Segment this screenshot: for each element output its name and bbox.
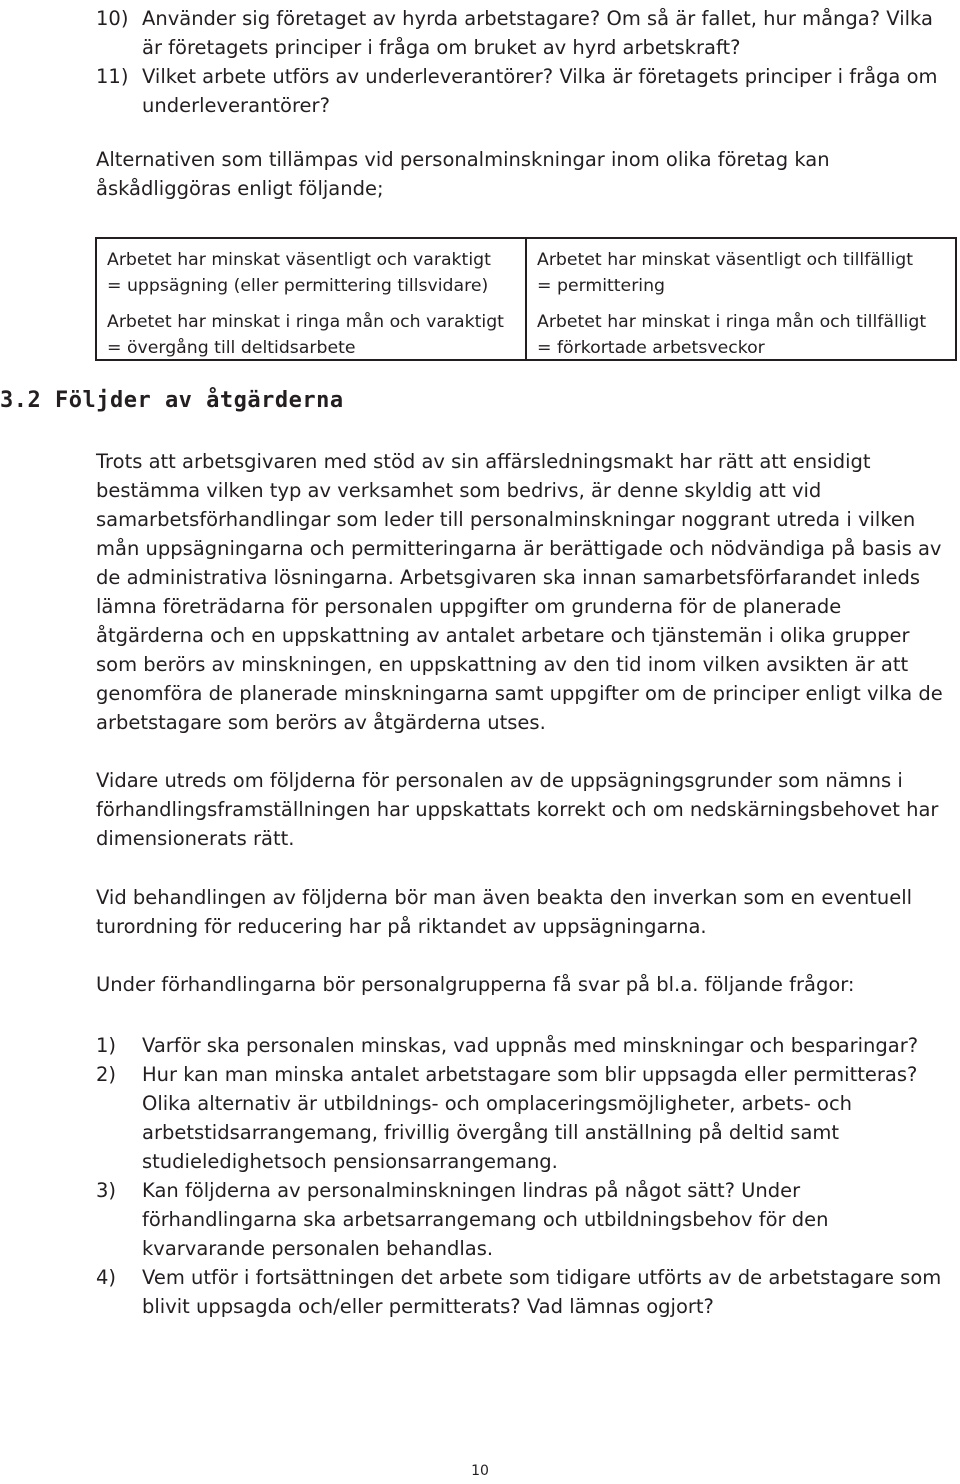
- list-item: [96, 1176, 946, 1263]
- matrix-cell-result: = övergång till deltidsarbete: [107, 338, 356, 358]
- matrix-cell-condition: Arbetet har minskat i ringa mån och varaktigt: [107, 312, 504, 332]
- matrix-cell: [107, 309, 525, 361]
- list-item-text: Vem utför i fortsättningen det arbete som tidigare utförts av de arbetstagare som blivit uppsagda och/eller permitterats? Vad lämnas ogjort?: [142, 1266, 942, 1318]
- list-item-text: Hur kan man minska antalet arbetstagare som blir uppsagda eller permitteras? Olika alternativ är utbildnings- och omplaceringsmöjligheter, arbets- och arbetstidsarrangemang, frivillig övergång till anställning på deltid samt studieledighetsoch pensionsarrangemang.: [142, 1063, 918, 1173]
- page-number: 10: [471, 1463, 489, 1479]
- matrix-cell-condition: Arbetet har minskat väsentligt och tillfälligt: [537, 250, 914, 270]
- list-item-text: Kan följderna av personalminskningen lindras på något sätt? Under förhandlingarna ska arbetsarrangemang och utbildningsbehov för den kvarvarande personalen behandlas.: [142, 1179, 829, 1260]
- list-item-text: Varför ska personalen minskas, vad uppnås med minskningar och besparingar?: [142, 1034, 919, 1057]
- list-item-number: 2): [96, 1063, 117, 1086]
- list-item-number: 1): [96, 1034, 117, 1057]
- list-item-number: 4): [96, 1266, 117, 1289]
- list-item: [96, 1263, 946, 1321]
- list-item: [96, 1060, 946, 1176]
- matrix-cell-result: = uppsägning (eller permittering tillsvidare): [107, 276, 489, 296]
- list-item-text: Vilket arbete utförs av underleverantörer? Vilka är företagets principer i fråga om underleverantörer?: [142, 65, 938, 117]
- matrix-cell: [537, 247, 953, 299]
- body-paragraph: Vidare utreds om följderna för personalen av de uppsägningsgrunder som nämns i förhandlingsframställningen har uppskattats korrekt och om nedskärningsbehovet har dimensionerats rätt.: [96, 769, 939, 850]
- top-question-list: [96, 4, 946, 120]
- body-paragraph: Vid behandlingen av följderna bör man även beakta den inverkan som en eventuell turordning för reducering har på riktandet av uppsägningarna.: [96, 886, 913, 938]
- list-item-number: 3): [96, 1179, 117, 1202]
- matrix-cell: [107, 247, 525, 299]
- list-item: [96, 1031, 946, 1060]
- matrix-cell-result: = permittering: [537, 276, 666, 296]
- matrix-cell-condition: Arbetet har minskat i ringa mån och tillfälligt: [537, 312, 927, 332]
- body-paragraph: Under förhandlingarna bör personalgrupperna få svar på bl.a. följande frågor:: [96, 973, 855, 996]
- intro-paragraph: Alternativen som tillämpas vid personalminskningar inom olika företag kan åskådliggöras enligt följande;: [96, 148, 830, 200]
- section-heading: 3.2 Följder av åtgärderna: [0, 388, 344, 413]
- matrix-cell-result: = förkortade arbetsveckor: [537, 338, 765, 358]
- alternatives-matrix: [95, 237, 957, 361]
- list-item-number: 11): [96, 65, 129, 88]
- matrix-column-varaktigt: [97, 239, 525, 359]
- question-list: [96, 1031, 946, 1321]
- matrix-column-tillfalligt: [525, 239, 953, 359]
- matrix-cell: [537, 309, 953, 361]
- body-paragraph: Trots att arbetsgivaren med stöd av sin affärsledningsmakt har rätt att ensidigt bestämma vilken typ av verksamhet som bedrivs, är denne skyldig att vid samarbetsförhandlingar som leder till personalminskningar noggrant utreda i vilken mån uppsägningarna och permitteringarna är berättigade och nödvändiga på basis av de administrativa lösningarna. Arbetsgivaren ska innan samarbetsförfarandet inleds lämna företrädarna för personalen uppgifter om grunderna för de planerade åtgärderna och en uppskattning av antalet arbetare och tjänstemän i olika grupper som berörs av minskningen, en uppskattning av den tid inom vilken avsikten är att genomföra de planerade minskningarna samt uppgifter om de principer enligt vilka de arbetstagare som berörs av åtgärderna utses.: [96, 450, 943, 734]
- list-item-text: Använder sig företaget av hyrda arbetstagare? Om så är fallet, hur många? Vilka är företagets principer i fråga om bruket av hyrd arbetskraft?: [142, 7, 933, 59]
- list-item: [96, 4, 946, 62]
- matrix-cell-condition: Arbetet har minskat väsentligt och varaktigt: [107, 250, 491, 270]
- list-item-number: 10): [96, 7, 129, 30]
- list-item: [96, 62, 946, 120]
